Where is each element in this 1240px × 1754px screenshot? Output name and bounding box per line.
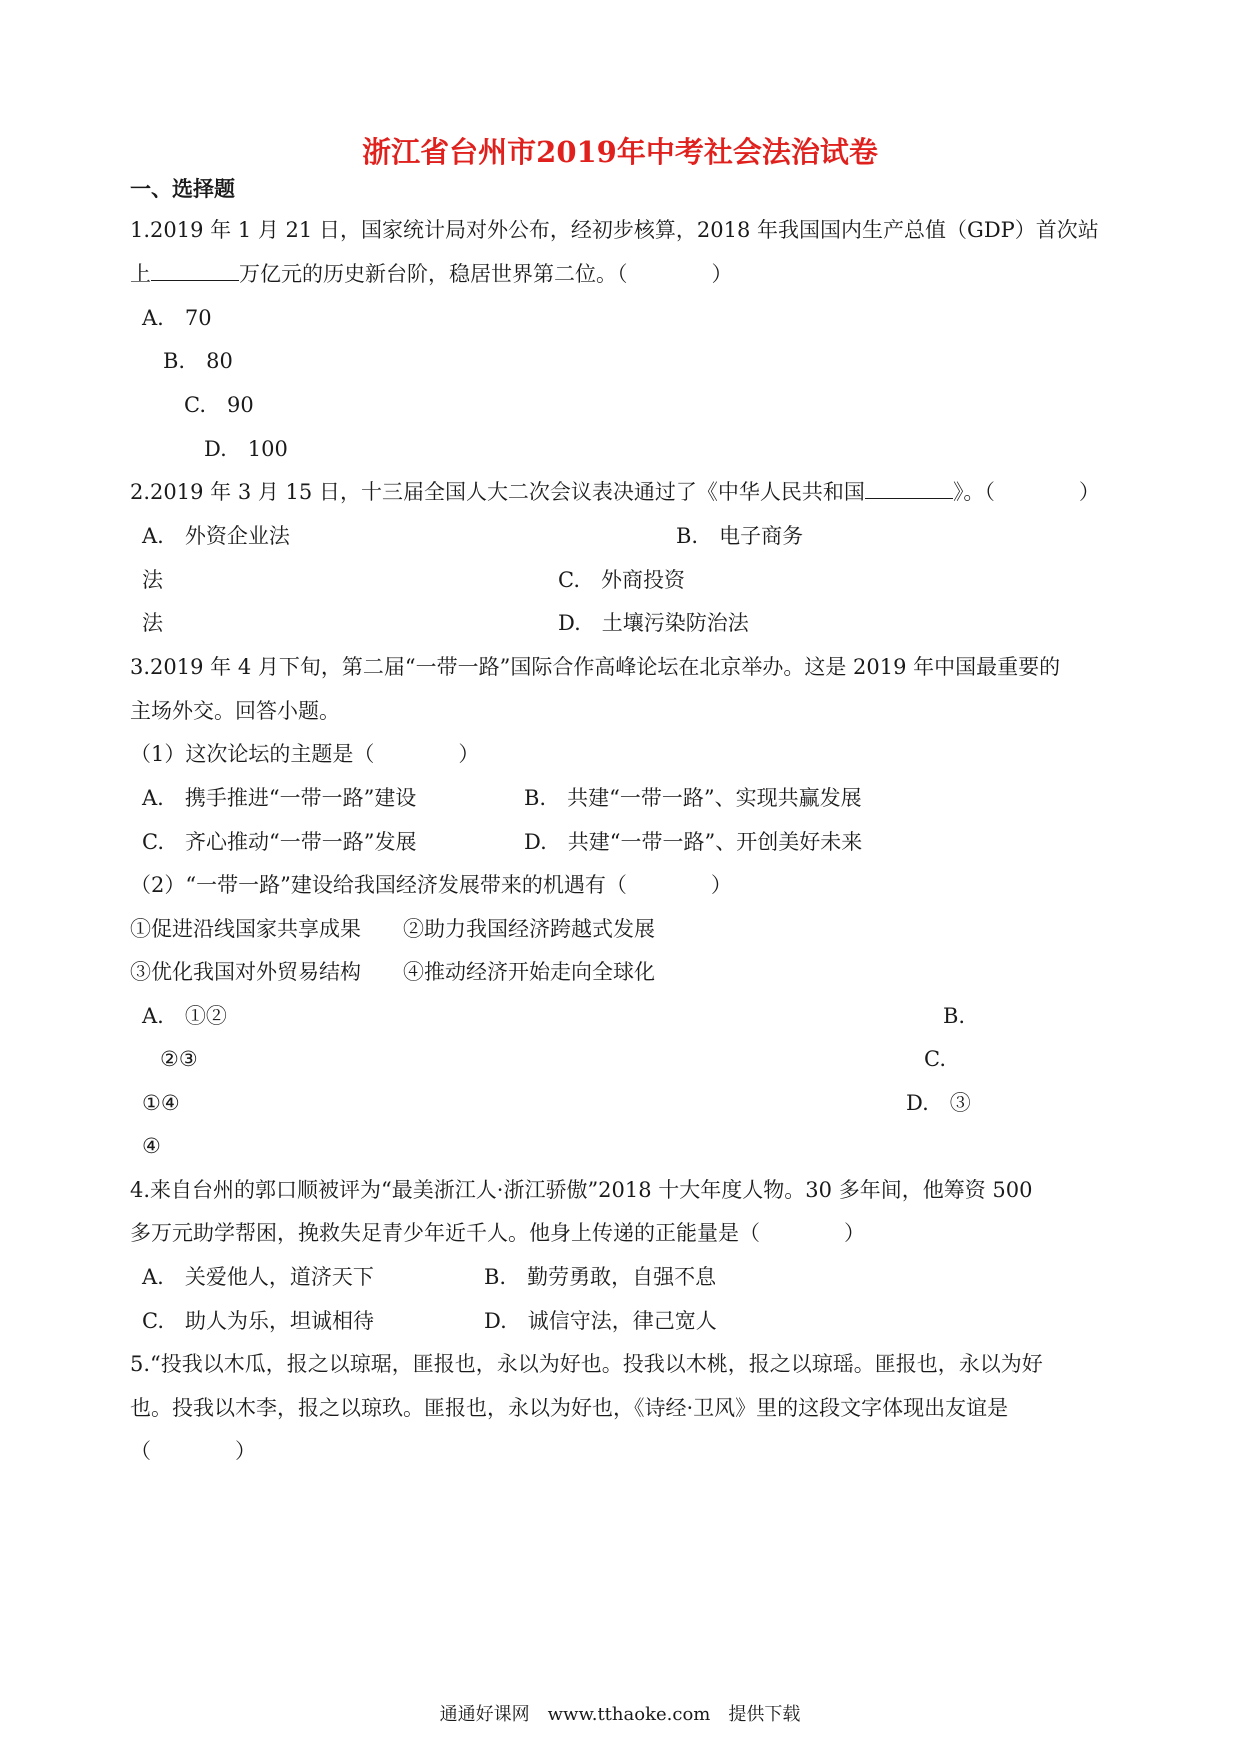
answer-blank [151,260,239,281]
q3-stem-line1: 3.2019 年 4 月下旬，第二届“一带一路”国际合作高峰论坛在北京举办。这是 2019 年中国最重要的 [130,655,1061,679]
q3-sub2-option-a: A. ①② [142,1004,227,1028]
q5-stem-line2: 也。投我以木李，报之以琼玖。匪报也，永以为好也，《诗经·卫风》里的这段文字体现出友谊是 [130,1396,1009,1420]
q1-option-b: B. 80 [163,349,233,373]
q3-sub1-option-d: D. 共建“一带一路”、开创美好未来 [524,830,863,854]
q3-sub2-option-c-tail: ①④ [142,1091,180,1115]
q1-option-a: A. 70 [142,306,212,330]
q3-sub2-items-1-2: ①促进沿线国家共享成果 ②助力我国经济跨越式发展 [130,917,655,941]
q2-stem-pre: 2.2019 年 3 月 15 日，十三届全国人大二次会议表决通过了《中华人民共和国 [130,480,865,504]
q3-sub2-items-3-4: ③优化我国对外贸易结构 ④推动经济开始走向全球化 [130,960,655,984]
q1-stem-post: 万亿元的历史新台阶，稳居世界第二位。（ ） [239,262,733,286]
q2-option-c-tail: 法 [142,611,163,635]
q4-stem-line2: 多万元助学帮困，挽救失足青少年近千人。他身上传递的正能量是（ ） [130,1221,865,1245]
q3-sub2-option-b-tail: ②③ [160,1047,198,1071]
q1-option-c: C. 90 [184,393,254,417]
page-footer: 通通好课网 www.tthaoke.com 提供下载 [439,1704,801,1725]
q4-option-c: C. 助人为乐，坦诚相待 [142,1309,374,1333]
q4-option-a: A. 关爱他人，道济天下 [142,1265,374,1289]
q3-sub1-stem: （1）这次论坛的主题是（ ） [130,742,480,766]
section-heading: 一、选择题 [130,176,235,201]
q3-sub1-option-a: A. 携手推进“一带一路”建设 [142,786,417,810]
q2-stem-post: 》。（ ） [952,480,1100,504]
q4-stem-line1: 4.来自台州的郭口顺被评为“最美浙江人·浙江骄傲”2018 十大年度人物。30 多年间，他筹资 500 [130,1178,1033,1202]
q3-stem-line2: 主场外交。回答小题。 [130,699,340,723]
q2-stem [130,478,1100,506]
q2-option-b: B. 电子商务 [676,524,804,548]
q3-sub2-option-c: C. [924,1047,946,1071]
q3-sub2-option-b: B. [943,1004,966,1028]
q1-stem-line2 [130,260,733,288]
q2-option-a: A. 外资企业法 [142,524,290,548]
q3-sub2-option-d-tail: ④ [142,1134,161,1158]
q5-stem-line3: （ ） [130,1439,256,1463]
q4-option-d: D. 诚信守法，律己宽人 [484,1309,717,1333]
q4-option-b: B. 勤劳勇敢，自强不息 [484,1265,717,1289]
q1-option-d: D. 100 [204,437,288,461]
q2-option-d: D. 土壤污染防治法 [558,611,749,635]
q3-sub1-option-b: B. 共建“一带一路”、实现共赢发展 [524,786,862,810]
q5-stem-line1: 5.“投我以木瓜，报之以琼琚，匪报也，永以为好也。投我以木桃，报之以琼瑶。匪报也，永以为好 [130,1352,1043,1376]
q3-sub1-option-c: C. 齐心推动“一带一路”发展 [142,830,417,854]
q1-stem-line1: 1.2019 年 1 月 21 日，国家统计局对外公布，经初步核算，2018 年我国国内生产总值（GDP）首次站 [130,218,1099,242]
q3-sub2-option-d: D. ③ [906,1091,971,1115]
q2-option-c: C. 外商投资 [558,568,685,592]
page-title: 浙江省台州市2019年中考社会法治试卷 [362,135,878,169]
answer-blank [865,478,953,499]
q1-stem-pre: 上 [130,262,151,286]
q3-sub2-stem: （2）“一带一路”建设给我国经济发展带来的机遇有（ ） [130,873,732,897]
q2-option-b-tail: 法 [142,568,163,592]
